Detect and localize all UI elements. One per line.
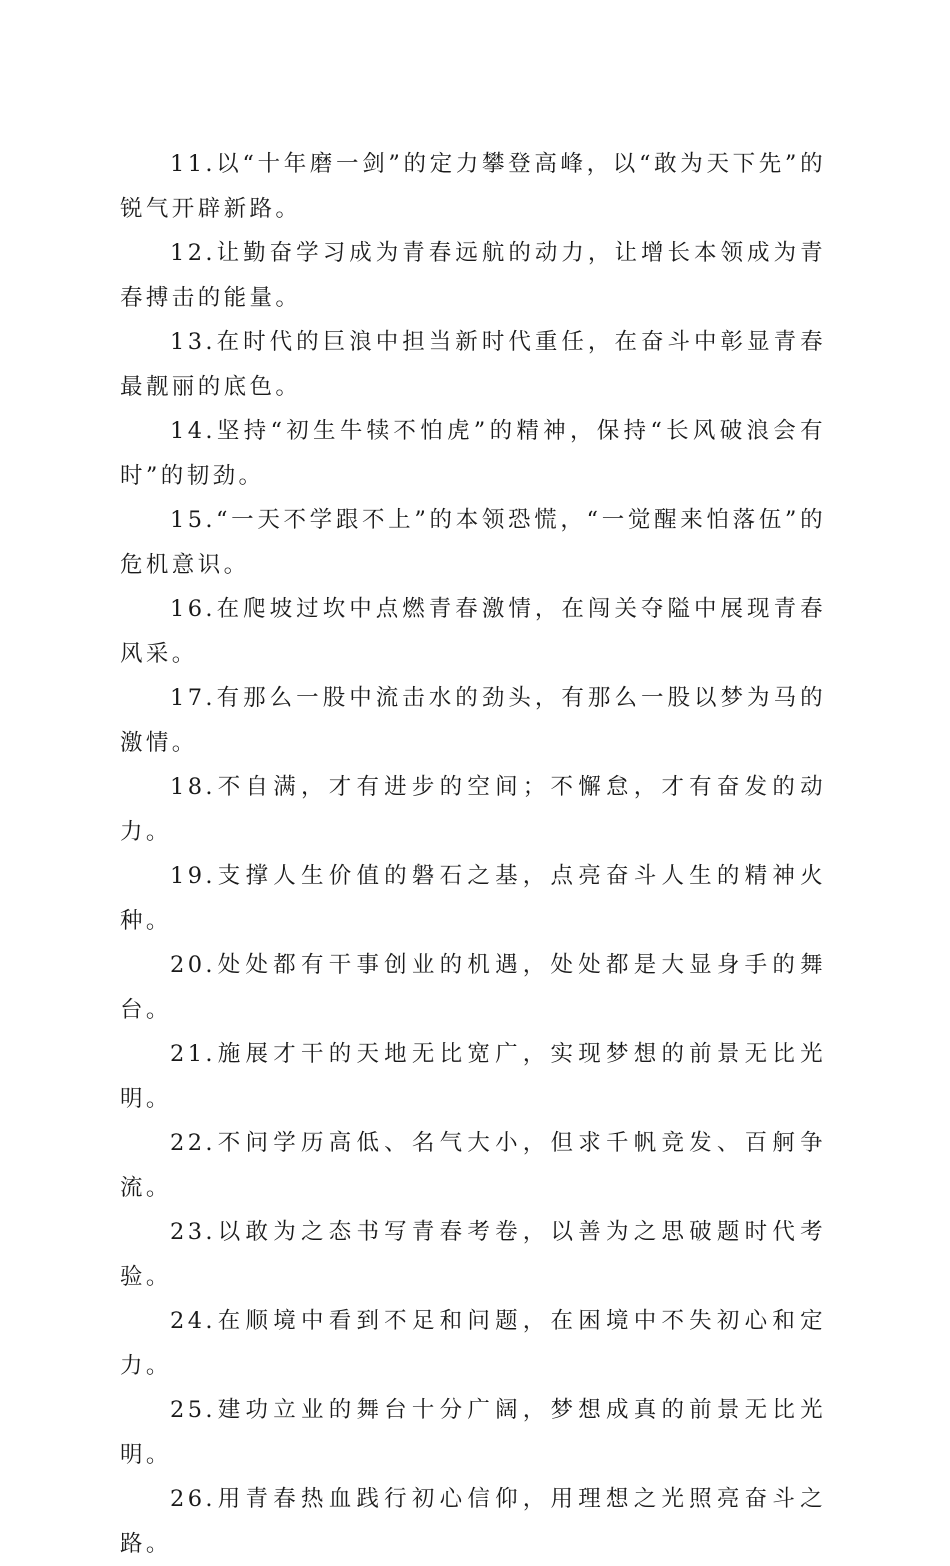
- list-item-20: 20.处处都有干事创业的机遇，处处都是大显身手的舞台。: [120, 952, 826, 1023]
- list-item-11: 11.以“十年磨一剑”的定力攀登高峰，以“敢为天下先”的锐气开辟新路。: [120, 151, 826, 222]
- list-item-16: 16.在爬坡过坎中点燃青春激情，在闯关夺隘中展现青春风采。: [120, 596, 826, 667]
- list-item-23: 23.以敢为之态书写青春考卷，以善为之思破题时代考验。: [120, 1219, 826, 1290]
- list-item-13: 13.在时代的巨浪中担当新时代重任，在奋斗中彰显青春最靓丽的底色。: [120, 329, 826, 400]
- list-item-26: 26.用青春热血践行初心信仰，用理想之光照亮奋斗之路。: [120, 1486, 826, 1557]
- list-item-24: 24.在顺境中看到不足和问题，在困境中不失初心和定力。: [120, 1308, 826, 1379]
- list-item-15: 15.“一天不学跟不上”的本领恐慌，“一觉醒来怕落伍”的危机意识。: [120, 507, 826, 578]
- list-item-25: 25.建功立业的舞台十分广阔，梦想成真的前景无比光明。: [120, 1397, 826, 1468]
- list-item-17: 17.有那么一股中流击水的劲头，有那么一股以梦为马的激情。: [120, 685, 826, 756]
- list-item-12: 12.让勤奋学习成为青春远航的动力，让增长本领成为青春搏击的能量。: [120, 240, 826, 311]
- list-item-22: 22.不问学历高低、名气大小，但求千帆竞发、百舸争流。: [120, 1130, 826, 1201]
- list-item-19: 19.支撑人生价值的磐石之基，点亮奋斗人生的精神火种。: [120, 863, 826, 934]
- list-item-21: 21.施展才干的天地无比宽广，实现梦想的前景无比光明。: [120, 1041, 826, 1112]
- list-item-18: 18.不自满，才有进步的空间；不懈怠，才有奋发的动力。: [120, 774, 826, 845]
- document-body: [120, 142, 826, 1566]
- list-item-14: 14.坚持“初生牛犊不怕虎”的精神，保持“长风破浪会有时”的韧劲。: [120, 418, 826, 489]
